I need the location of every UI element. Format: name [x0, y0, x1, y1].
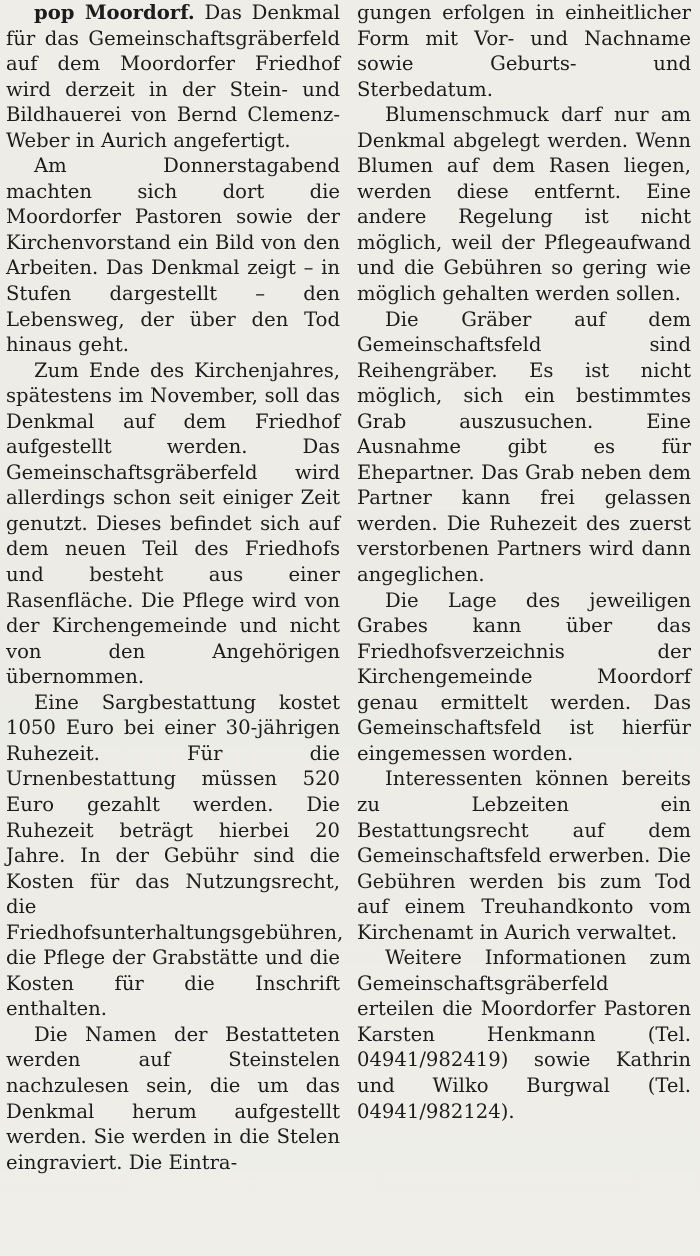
article-paragraph-continued: gungen erfolgen in einheitlicher Form mit Vor- und Nachname sowie Geburts- und Sterbedatum. [357, 1, 691, 101]
article-paragraph-6: Blumenschmuck darf nur am Denkmal abgelegt werden. Wenn Blumen auf dem Rasen liegen, werden diese entfernt. Eine andere Regelung ist nicht möglich, weil der Pflegeaufwand und die Gebühren so gering wie möglich gehalten werden sollen. [357, 103, 691, 306]
column-gutter [346, 0, 347, 1256]
article-paragraph-7: Die Gräber auf dem Gemeinschaftsfeld sind Reihengräber. Es ist nicht möglich, sich ein bestimmtes Grab auszusuchen. Eine Ausnahme gibt es für Ehepartner. Das Grab neben dem Partner kann frei gelassen werden. Die Ruhezeit des zuerst verstorbenen Partners wird dann angeglichen. [357, 307, 691, 587]
article-column-left [6, 0, 344, 1175]
article-column-right [357, 0, 691, 1124]
article-paragraph-8: Die Lage des jeweiligen Grabes kann über das Friedhofsverzeichnis der Kirchengemeinde Moordorf genau ermittelt werden. Das Gemeinschaftsfeld ist hierfür eingemessen worden. [357, 588, 691, 765]
article-paragraph-4: Eine Sargbestattung kostet 1050 Euro bei einer 30-jährigen Ruhezeit. Für die Urnenbestattung müssen 520 Euro gezahlt werden. Die Ruhezeit beträgt hierbei 20 Jahre. In der Gebühr sind die Kosten für das Nutzungsrecht, die Friedhofsunterhaltungsgebühren, die Pflege der Grabstätte und die Kosten für die Inschrift enthalten. [6, 690, 344, 1021]
article-paragraph-1 [6, 0, 340, 153]
article-paragraph-2: Am Donnerstagabend machten sich dort die Moordorfer Pastoren sowie der Kirchenvorstand ein Bild von den Arbeiten. Das Denkmal zeigt – in Stufen dargestellt – den Lebensweg, der über den Tod hinaus geht. [6, 154, 340, 357]
article-paragraph-9: Interessenten können bereits zu Lebzeiten ein Bestattungsrecht auf dem Gemeinschaftsfeld erwerben. Die Gebühren werden bis zum Tod auf einem Treuhandkonto vom Kirchenamt in Aurich verwaltet. [357, 767, 691, 944]
article-paragraph-10: Weitere Informationen zum Gemeinschaftsgräberfeld erteilen die Moordorfer Pastoren Karsten Henkmann (Tel. 04941/982419) sowie Kathrin und Wilko Burgwal (Tel. 04941/982124). [357, 946, 691, 1123]
paragraph-text: Das Denkmal für das Gemeinschaftsgräberfeld auf dem Moordorfer Friedhof wird derzeit in der Stein- und Bildhauerei von Bernd Clemenz-Weber in Aurich angefertigt. [6, 1, 340, 152]
article-paragraph-3: Zum Ende des Kirchenjahres, spätestens im November, soll das Denkmal auf dem Friedhof aufgestellt werden. Das Gemeinschaftsgräberfeld wird allerdings schon seit einiger Zeit genutzt. Dieses befindet sich auf dem neuen Teil des Friedhofs und besteht aus einer Rasenfläche. Die Pflege wird von der Kirchengemeinde und nicht von den Angehörigen übernommen. [6, 358, 340, 689]
article-paragraph-5: Die Namen der Bestatteten werden auf Steinstelen nachzulesen sein, die um das Denkmal herum aufgestellt werden. Sie werden in die Stelen eingraviert. Die Eintra- [6, 1022, 340, 1174]
dateline: pop Moordorf. [34, 1, 195, 24]
